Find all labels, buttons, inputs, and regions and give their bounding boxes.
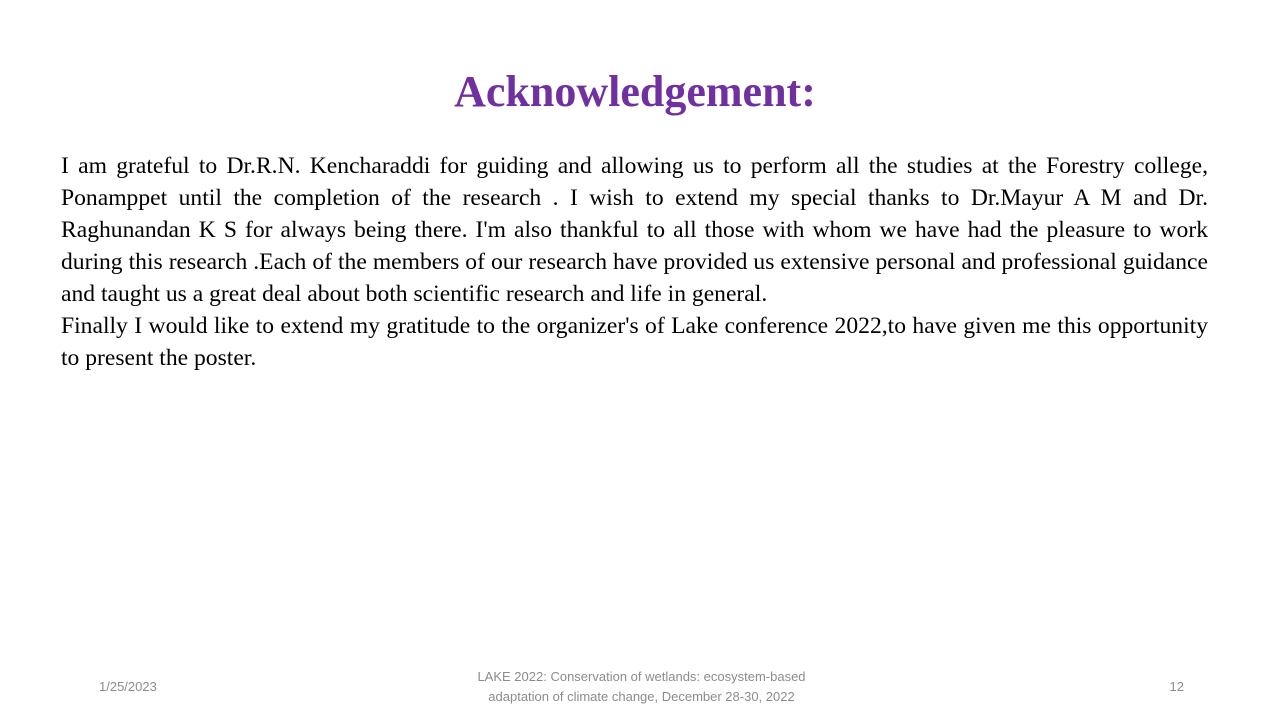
slide-title: Acknowledgement: xyxy=(454,67,816,116)
acknowledgement-paragraph-2: Finally I would like to extend my gratitude to the organizer's of Lake conference 2022,to have given me this opportunity to present the poster. xyxy=(61,313,1208,371)
footer-text-line-1: LAKE 2022: Conservation of wetlands: ecosystem-based xyxy=(477,669,806,684)
acknowledgement-paragraph-1: I am grateful to Dr.R.N. Kencharaddi for guiding and allowing us to perform all the studies at the Forestry college, Ponamppet until the completion of the research . I wish to extend my special thanks to Dr.Mayur A M and Dr. Raghunandan K S for always being there. I'm also thankful to all those with whom we have had the pleasure to work during this research .Each of the members of our research have provided us extensive personal and professional guidance and taught us a great deal about both scientific research and life in general. xyxy=(61,153,1208,307)
footer-text xyxy=(420,667,863,707)
slide-body xyxy=(61,150,1208,374)
footer-text-line-2: adaptation of climate change, December 28-30, 2022 xyxy=(488,689,795,704)
slide-number: 12 xyxy=(1169,679,1184,694)
footer-date: 1/25/2023 xyxy=(99,679,157,694)
